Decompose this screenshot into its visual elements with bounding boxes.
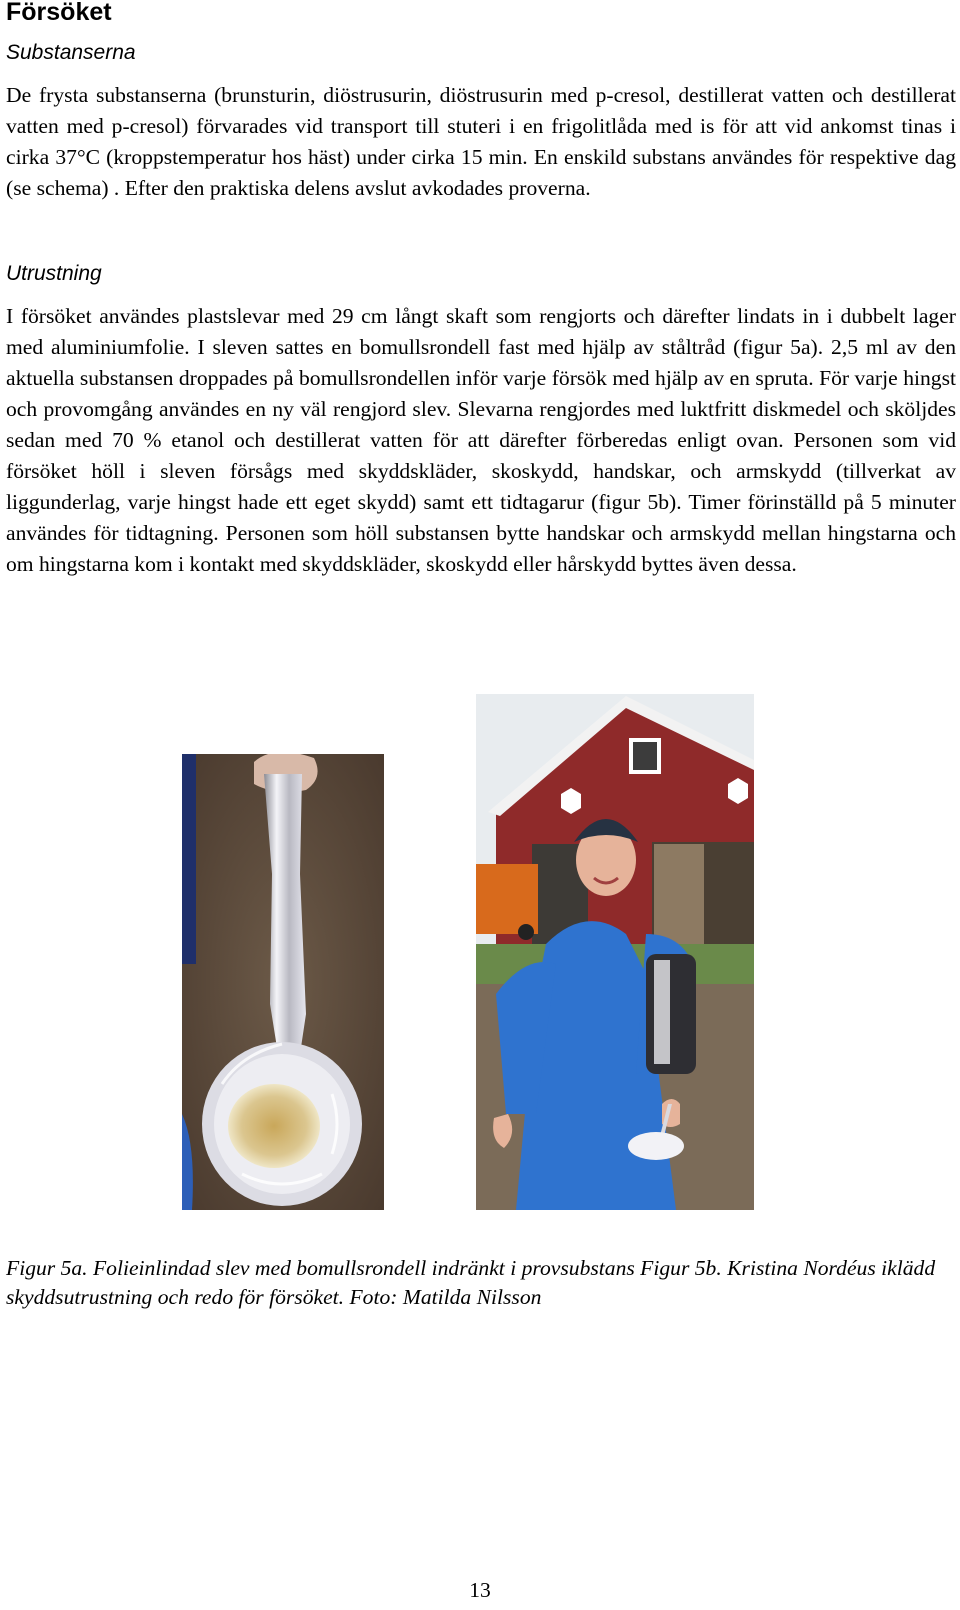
page-number: 13	[469, 1578, 491, 1602]
subheading-substanserna: Substanserna	[6, 41, 136, 64]
figure-5a-photo	[182, 754, 384, 1210]
paragraph-substanserna: De frysta substanserna (brunsturin, diöstrusurin, diöstrusurin med p-cresol, destillerat vatten och destillerat vatten med p-cresol) förvarades vid transport till stuteri i en frigolitlåda med is för att vid ankomst tinas i cirka 37°C (kroppstemperatur hos häst) under cirka 15 min. En enskild substans användes för respektive dag (se schema) . Efter den praktiska delens avslut avkodades proverna.	[6, 83, 956, 200]
figure-5b-photo	[476, 694, 754, 1210]
paragraph-utrustning: I försöket användes plastslevar med 29 cm långt skaft som rengjorts och därefter lindats in i dubbelt lager med aluminiumfolie. I sleven sattes en bomullsrondell fast med hjälp av ståltråd (figur 5a). 2,5 ml av den aktuella substansen droppades på bomullsrondellen inför varje försök med hjälp av en spruta. För varje hingst och provomgång användes en ny väl rengjord slev. Slevarna rengjordes med luktfritt diskmedel och sköljdes sedan med 70 % etanol och destillerat vatten för att därefter förberedas enligt ovan. Personen som vid försöket höll i sleven försågs med skyddskläder, skoskydd, handskar, och armskydd (tillverkat av liggunderlag, varje hingst hade ett eget skydd) samt ett tidtagarur (figur 5b). Timer förinställd på 5 minuter användes för tidtagning. Personen som höll substansen bytte handskar och armskydd mellan hingstarna och om hingstarna kom i kontakt med skyddskläder, skoskydd eller hårskydd byttes även dessa.	[6, 304, 956, 576]
figure-caption: Figur 5a. Folieinlindad slev med bomullsrondell indränkt i provsubstans Figur 5b. Kristina Nordéus iklädd skyddsutrustning och redo för försöket. Foto: Matilda Nilsson	[6, 1256, 936, 1309]
subheading-utrustning: Utrustning	[6, 262, 102, 285]
section-heading: Försöket	[6, 0, 112, 26]
